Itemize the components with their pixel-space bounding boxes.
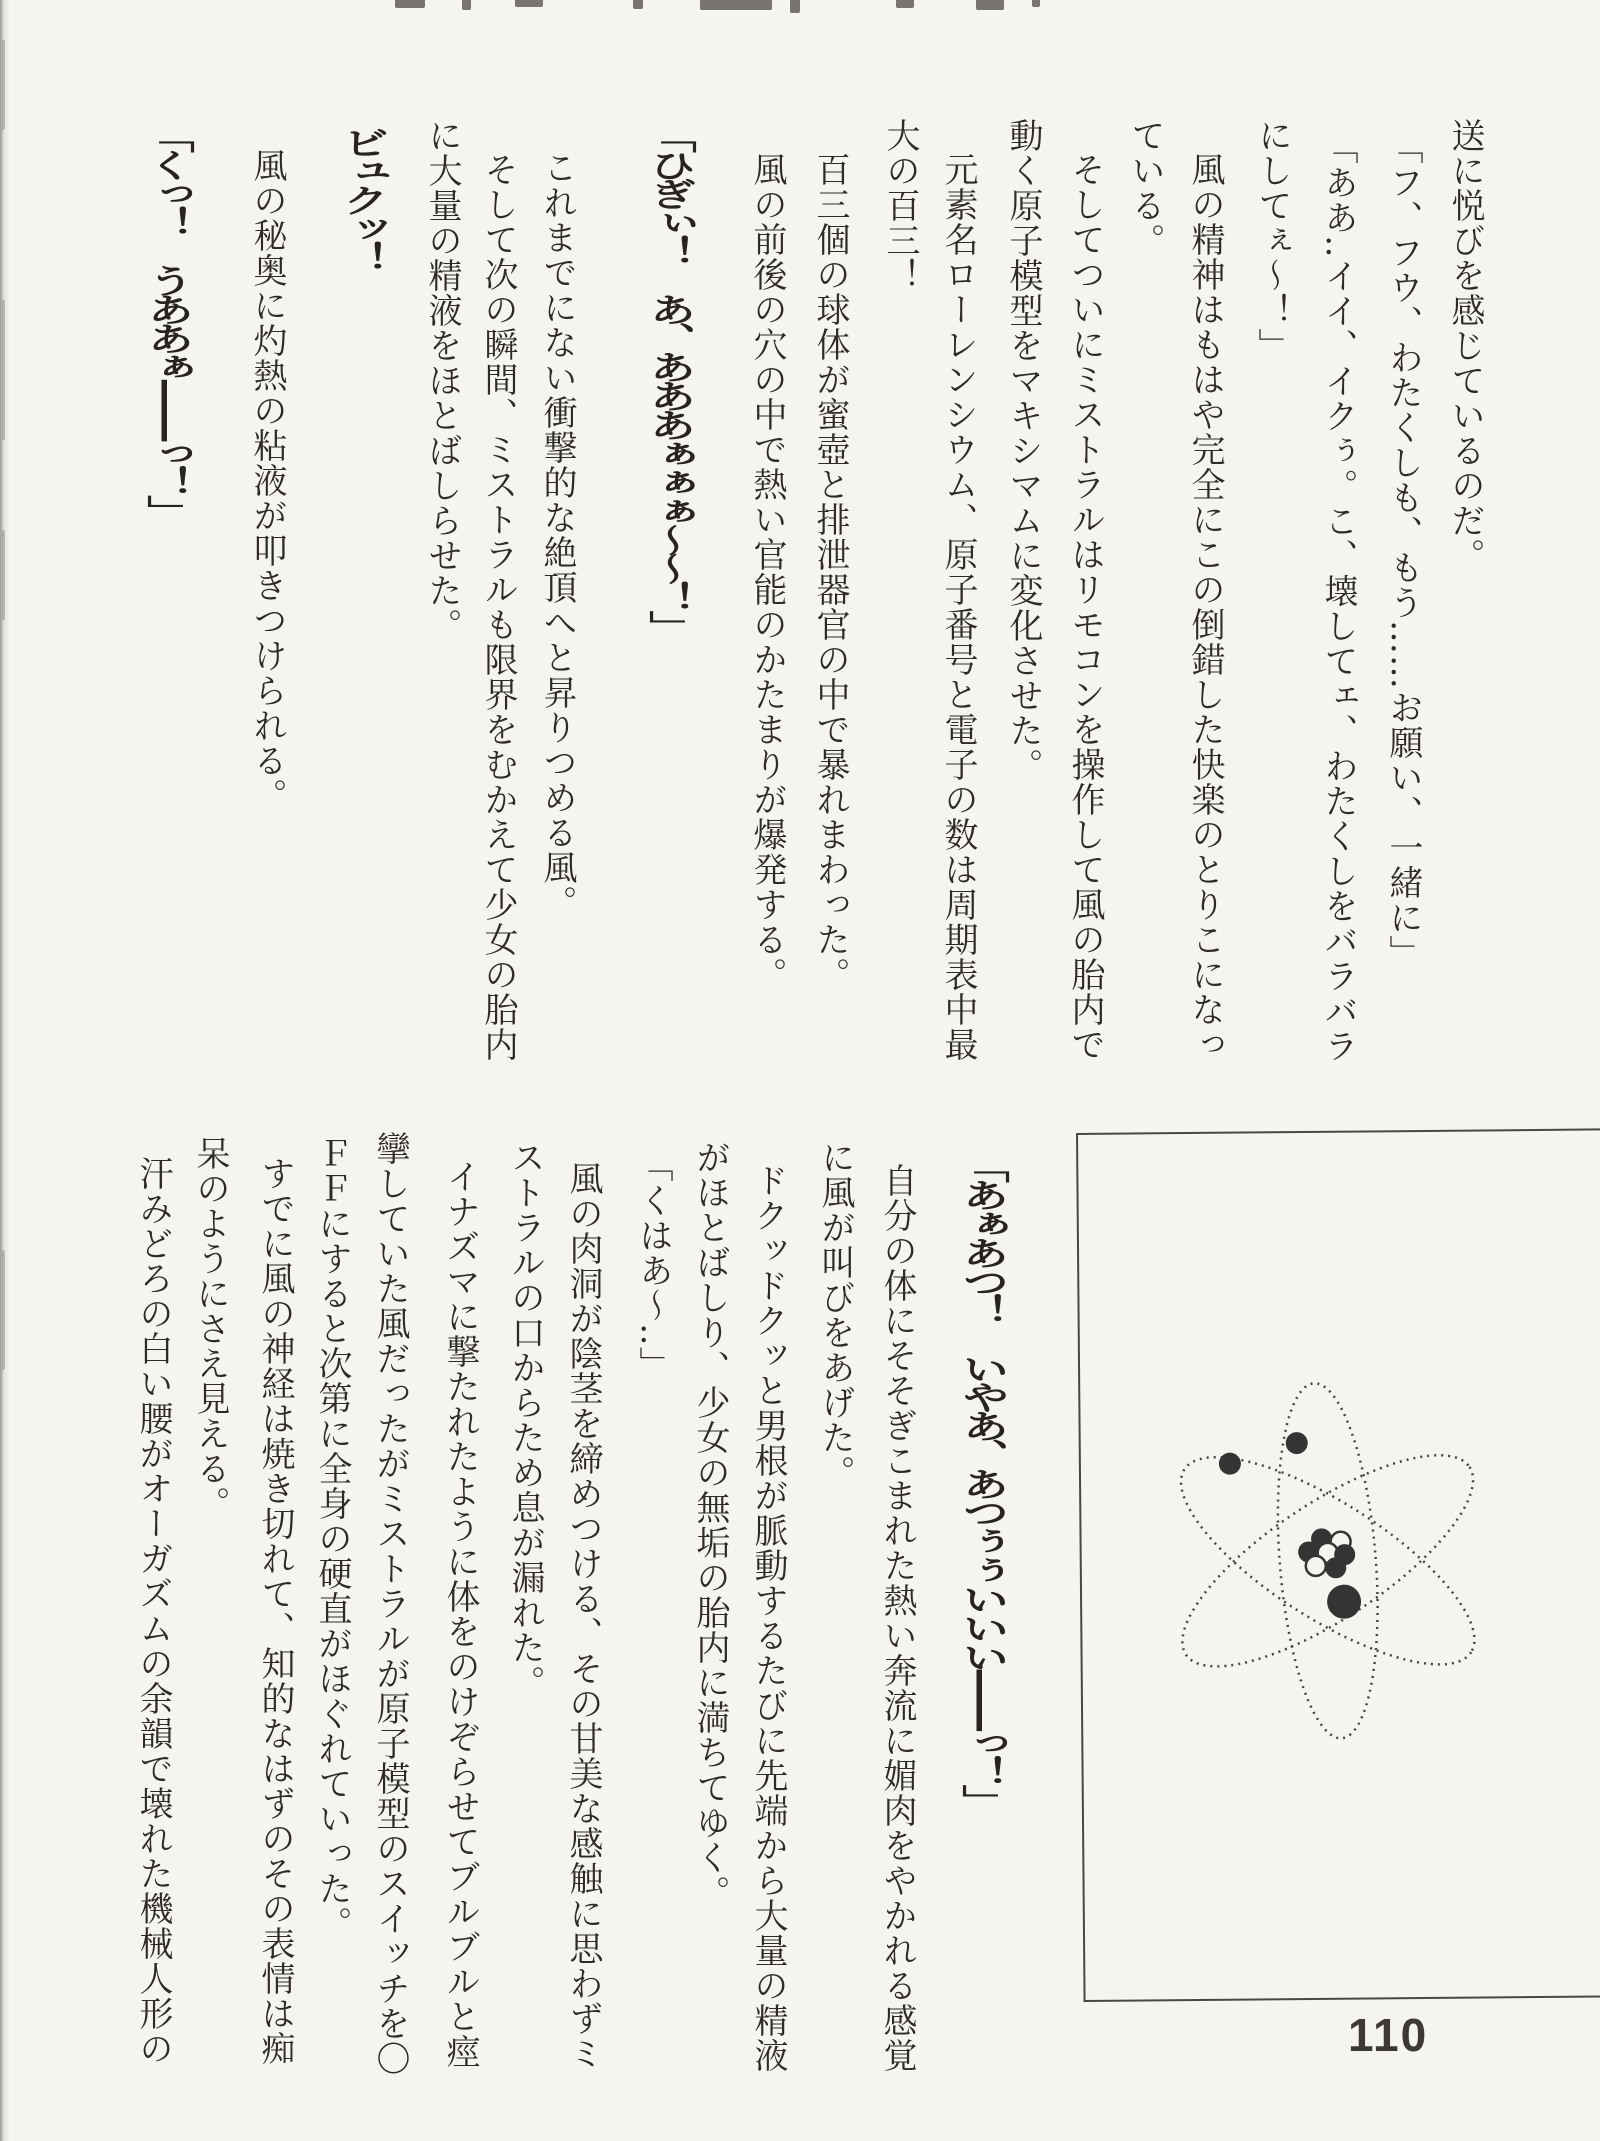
text-column: 動く原子模型をマキシマムに変化させた。 bbox=[1003, 118, 1043, 783]
text-column: そしてついにミストラルはリモコンを操作して風の胎内で bbox=[1065, 152, 1105, 1062]
text-column: 風の精神はもはや完全にこの倒錯した快楽のとりこになっ bbox=[1185, 152, 1225, 1062]
text-column: 大の百三！ bbox=[880, 118, 920, 293]
scan-streak bbox=[2, 530, 5, 620]
text-column: すでに風の神経は焼き切れて、知的なはずのその表情は痴 bbox=[255, 1156, 295, 2066]
text-column: 汗みどろの白い腰がオーガズムの余韻で壊れた機械人形の bbox=[133, 1156, 173, 2066]
electron-dot bbox=[1219, 1453, 1241, 1475]
scan-speck bbox=[700, 0, 772, 10]
nucleus-particle bbox=[1306, 1556, 1326, 1576]
text-column: 「くっ！ うああぁ――っ！」 bbox=[140, 120, 196, 525]
scan-streak bbox=[2, 300, 5, 440]
text-column: ＦＦにすると次第に全身の硬直がほぐれていった。 bbox=[312, 1136, 352, 1941]
text-column: ドクッドクッと男根が脈動するたびに先端から大量の精液 bbox=[748, 1163, 788, 2073]
text-column: がほとばしり、少女の無垢の胎内に満ちてゆく。 bbox=[690, 1140, 730, 1910]
text-column: 「あぁあつ！ いやあ、あつぅぅいいい――っ！」 bbox=[955, 1150, 1011, 1814]
text-column: 風の肉洞が陰茎を締めつける、その甘美な感触に思わずミ bbox=[563, 1161, 603, 2071]
text-column: これまでにない衝撃的な絶頂へと昇りつめる風。 bbox=[537, 150, 577, 920]
text-column: 百三個の球体が蜜壺と排泄器官の中で暴れまわった。 bbox=[810, 152, 850, 992]
text-column: 「フ、フウ、わたくしも、もう……お願い、一緒に」 bbox=[1383, 130, 1423, 970]
text-column: にしてぇ〜！」 bbox=[1252, 118, 1292, 363]
nucleus-particle bbox=[1326, 1558, 1346, 1578]
scan-speck bbox=[633, 0, 643, 9]
scan-streak bbox=[2, 1250, 5, 1370]
text-column: 攣していた風だったがミストラルが原子模型のスイッチを〇 bbox=[370, 1131, 410, 2076]
atom-illustration-box bbox=[1076, 1128, 1600, 2002]
scan-speck bbox=[462, 0, 471, 10]
text-column: 「ひぎぃ！ あ、あああぁぁぁ〜〜！」 bbox=[642, 120, 698, 640]
text-column: 「くはあ〜‥」 bbox=[633, 1148, 673, 1382]
electron-dot bbox=[1327, 1585, 1361, 1619]
text-column: 送に悦びを感じているのだ。 bbox=[1445, 118, 1485, 573]
text-column: 呆のようにさえ見える。 bbox=[190, 1136, 230, 1521]
text-column: イナズマに撃たれたように体をのけぞらせてブルブルと痙 bbox=[440, 1159, 480, 2069]
scan-speck bbox=[790, 0, 800, 13]
text-column: に風が叫びをあげた。 bbox=[815, 1140, 855, 1490]
text-column: ストラルの口からため息が漏れた。 bbox=[505, 1140, 545, 1700]
scan-speck bbox=[896, 0, 914, 8]
text-column: 自分の体にそそぎこまれた熱い奔流に媚肉をやかれる感覚 bbox=[877, 1163, 917, 2073]
atom-diagram bbox=[1078, 1130, 1600, 2000]
scan-speck bbox=[515, 0, 543, 7]
scan-speck bbox=[976, 0, 1004, 10]
text-column: ビュクッ！ bbox=[335, 126, 391, 271]
text-column: 風の秘奥に灼熱の粘液が叩きつけられる。 bbox=[247, 148, 287, 813]
scan-speck bbox=[1032, 0, 1040, 7]
text-column: 「ああ‥イイ、イクぅ。こ、壊してェ、わたくしをバラバラ bbox=[1318, 130, 1358, 1064]
text-column: に大量の精液をほとばしらせた。 bbox=[422, 118, 462, 643]
text-column: そして次の瞬間、ミストラルも限界をむかえて少女の胎内 bbox=[478, 152, 518, 1062]
text-column: 元素名ローレンシウム、原子番号と電子の数は周期表中最 bbox=[938, 152, 978, 1062]
text-column: 風の前後の穴の中で熱い官能のかたまりが爆発する。 bbox=[747, 152, 787, 992]
text-column: ている。 bbox=[1125, 118, 1165, 258]
page-number: 110 bbox=[1348, 2009, 1429, 2061]
scan-streak bbox=[2, 40, 5, 130]
electron-dot bbox=[1286, 1432, 1308, 1454]
scan-speck bbox=[395, 0, 425, 8]
